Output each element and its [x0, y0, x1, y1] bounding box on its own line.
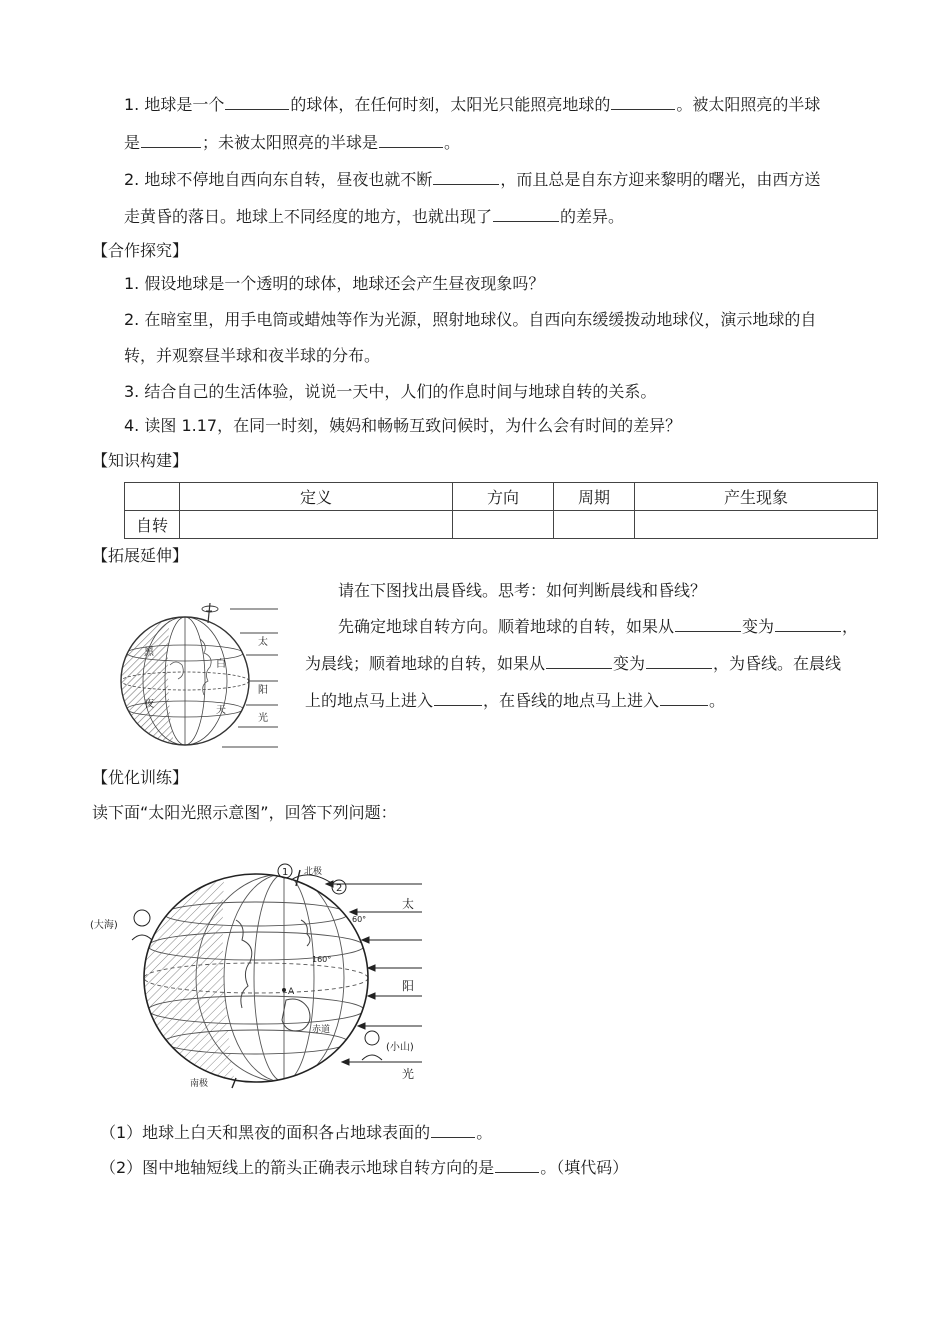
preview-q2-line1: 2. 地球不停地自西向东自转，昼夜也就不断 ，而且总是自东方迎来黎明的曙光，由西方送	[124, 170, 821, 189]
fig-label: 2	[336, 883, 343, 894]
fig-label: 60°	[352, 915, 367, 924]
fig-label: 赤道	[312, 1025, 331, 1035]
preview-q2-line2: 走黄昏的落日。地球上不同经度的地方，也就出现了 的差异。	[124, 207, 625, 226]
table-row-label: 自转	[125, 511, 180, 539]
blank[interactable]	[660, 689, 708, 706]
blank[interactable]	[495, 1156, 539, 1173]
extend-p3: 为晨线；顺着地球的自转，如果从 变为 ，为昏线。在晨线	[305, 654, 842, 673]
blank[interactable]	[433, 168, 499, 185]
fig-label: 光	[402, 1067, 415, 1081]
blank[interactable]	[225, 93, 289, 110]
training-intro: 读下面“太阳光照示意图”，回答下列问题：	[92, 803, 397, 822]
table-header-cell: 产生现象	[635, 483, 878, 511]
blank[interactable]	[611, 93, 675, 110]
table-cell[interactable]	[180, 511, 453, 539]
extend-p2: 先确定地球自转方向。顺着地球的自转，如果从 变为 ，	[338, 617, 859, 636]
training-q2: （2）图中地轴短线上的箭头正确表示地球自转方向的是 。（填代码）	[100, 1158, 629, 1177]
table-row	[125, 511, 878, 539]
preview-q1-line2: 是 ；未被太阳照亮的半球是 。	[124, 133, 461, 152]
explore-q4: 4. 读图 1.17，在同一时刻，姨妈和畅畅互致问候时，为什么会有时间的差异？	[124, 416, 682, 435]
training-q1: （1）地球上白天和黑夜的面积各占地球表面的 。	[100, 1123, 493, 1142]
fig-label: 夜	[144, 699, 154, 710]
blank[interactable]	[675, 615, 741, 632]
blank[interactable]	[546, 652, 612, 669]
fig-label: A	[288, 987, 295, 997]
table-cell[interactable]	[554, 511, 635, 539]
knowledge-heading: 【知识构建】	[92, 451, 189, 470]
table-row	[125, 483, 878, 511]
fig-label: 太	[402, 897, 415, 911]
blank[interactable]	[775, 615, 841, 632]
fig-label: 黑	[144, 647, 154, 658]
blank[interactable]	[141, 131, 201, 148]
table-header-cell: 方向	[453, 483, 554, 511]
preview-q1-line1: 1. 地球是一个 的球体，在任何时刻，太阳光只能照亮地球的 。被太阳照亮的半球	[124, 95, 821, 114]
table-cell[interactable]	[453, 511, 554, 539]
extend-p1: 请在下图找出晨昏线。思考：如何判断晨线和昏线？	[338, 581, 707, 600]
training-heading: 【优化训练】	[92, 768, 189, 787]
fig-label: (小山)	[386, 1042, 414, 1053]
fig-label: 太	[258, 637, 268, 648]
blank[interactable]	[379, 131, 443, 148]
table-header-cell	[125, 483, 180, 511]
fig-label: 1	[282, 867, 289, 878]
blank[interactable]	[431, 1121, 475, 1138]
blank[interactable]	[434, 689, 482, 706]
fig-label: 白	[216, 659, 226, 670]
fig-label: (大海)	[90, 920, 118, 931]
globe-figure-large	[86, 850, 428, 1090]
globe-figure-small	[110, 595, 286, 757]
extend-p4: 上的地点马上进入 ，在昏线的地点马上进入 。	[305, 691, 726, 710]
fig-label: 北极	[304, 867, 323, 877]
knowledge-table	[124, 482, 878, 539]
fig-label: 160°	[312, 955, 332, 964]
blank[interactable]	[493, 205, 559, 222]
blank[interactable]	[646, 652, 712, 669]
fig-label: 天	[216, 705, 226, 716]
explore-q2-line2: 转，并观察昼半球和夜半球的分布。	[124, 346, 381, 365]
table-cell[interactable]	[635, 511, 878, 539]
explore-q3: 3. 结合自己的生活体验，说说一天中，人们的作息时间与地球自转的关系。	[124, 382, 657, 401]
explore-heading: 【合作探究】	[92, 241, 189, 260]
fig-label: 南极	[190, 1079, 209, 1089]
explore-q1: 1. 假设地球是一个透明的球体，地球还会产生昼夜现象吗？	[124, 274, 545, 293]
fig-label: 阳	[402, 979, 415, 993]
table-header-cell: 定义	[180, 483, 453, 511]
table-header-cell: 周期	[554, 483, 635, 511]
fig-label: 光	[258, 713, 268, 724]
explore-q2-line1: 2. 在暗室里，用手电筒或蜡烛等作为光源，照射地球仪。自西向东缓缓拨动地球仪，演示地球的自	[124, 310, 817, 329]
fig-label: 阳	[258, 685, 268, 696]
extend-heading: 【拓展延伸】	[92, 546, 189, 565]
